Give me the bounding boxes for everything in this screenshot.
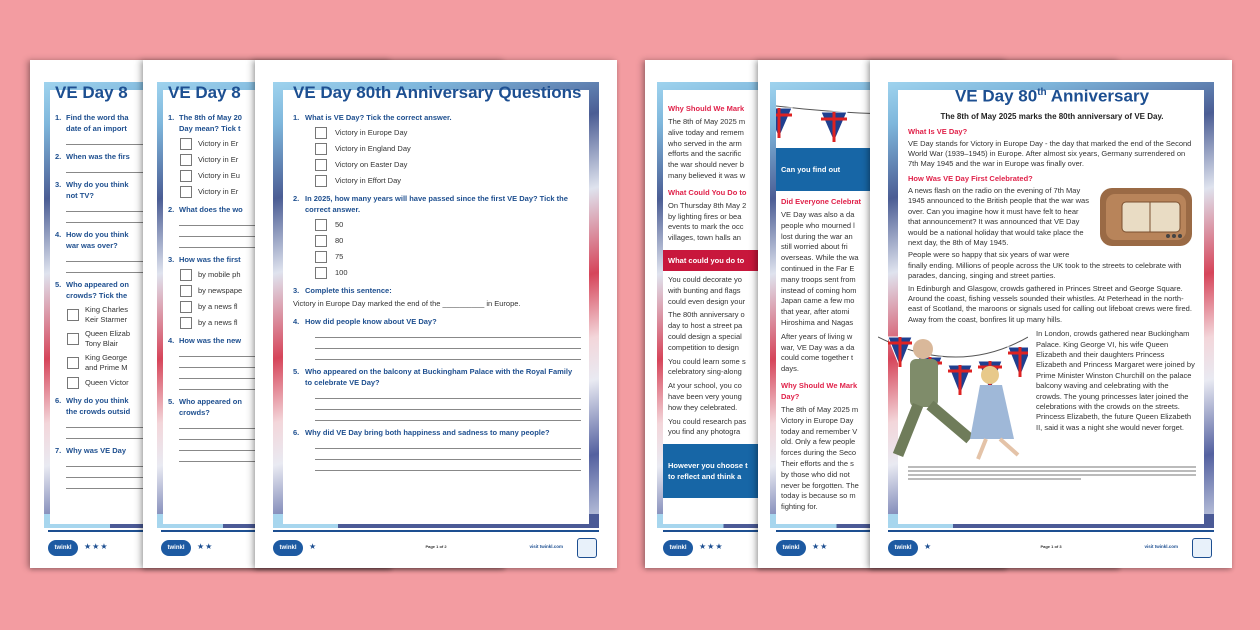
difficulty-stars: ★ — [309, 542, 318, 551]
option-label: Victory on Easter Day — [335, 160, 408, 169]
twinkl-logo[interactable]: twinkl — [888, 540, 918, 556]
paragraph: You could research pas you find any photogra — [668, 416, 747, 437]
paragraph: On Thursday 8th May 2 by lighting fires or bea events to mark the occ villages, town halls an — [668, 200, 747, 243]
option-label: Victory in Eu — [198, 171, 240, 180]
question-text: Why do you think the crowds outsid — [66, 396, 131, 416]
paragraph: After years of living w war, VE Day was a da could come together t days. — [781, 331, 855, 374]
question-number: 5. — [168, 397, 175, 406]
answer-option[interactable] — [315, 127, 581, 139]
tick-box[interactable] — [180, 138, 192, 150]
difficulty-stars: ★★★ — [699, 542, 724, 551]
banner: However you choose t to reflect and think a — [663, 444, 979, 498]
question-text: Find the word tha date of an import — [66, 113, 129, 133]
question-number: 4. — [55, 230, 62, 239]
option-label: by a news fl — [198, 318, 238, 327]
dancers-illustration — [878, 327, 1028, 462]
answer-line[interactable] — [315, 420, 581, 421]
difficulty-stars: ★★ — [812, 542, 829, 551]
paragraph: The 8th of May 2025 m Victory in Europe Day today and remember V old. Only a few people forces during the Seco Their efforts and the s by those who did not never be forgotten. The today is because so m fighting for. — [781, 404, 859, 512]
tick-box[interactable] — [315, 267, 327, 279]
section-heading: What Is VE Day? — [908, 126, 968, 136]
tick-box[interactable] — [180, 301, 192, 313]
worksheet-title: VE Day 8 — [55, 83, 128, 102]
worksheet-content — [283, 83, 589, 524]
option-label: King Charles Keir Starmer — [85, 305, 128, 324]
answer-lines[interactable] — [293, 448, 581, 471]
answer-option[interactable] — [315, 219, 581, 231]
option-label: Victory in Er — [198, 139, 239, 148]
tick-box[interactable] — [315, 127, 327, 139]
question-number: 4. — [293, 316, 300, 326]
question — [293, 316, 581, 327]
question-text: Why was VE Day — [66, 446, 127, 455]
option-label: Victory in Effort Day — [335, 176, 401, 185]
banner: What could you do to — [663, 250, 979, 271]
option-label: Victory in Er — [198, 155, 239, 164]
option-label: Queen Elizab Tony Blair — [85, 329, 131, 348]
tick-box[interactable] — [315, 235, 327, 247]
paragraph: You could learn some s celebratory sing-along — [668, 356, 746, 377]
twinkl-logo[interactable]: twinkl — [48, 540, 78, 556]
twinkl-link[interactable]: visit twinkl.com — [1144, 544, 1178, 549]
difficulty-stars: ★★ — [197, 542, 214, 551]
fine-print-line — [908, 466, 1196, 468]
answer-line[interactable] — [315, 337, 581, 338]
section-heading: Did Everyone Celebrat — [781, 197, 862, 206]
paragraph: In Edinburgh and Glasgow, crowds gathered in Princes Street and George Square. Around the coast, fishing vessels sounded their whistles. At Peterhead in the north-east of Scotland, the maroons or signals used for calling out lifeboat crews were fired. Away from the coast, bonfires lit up many hills. — [908, 283, 1192, 324]
answer-line[interactable] — [315, 398, 581, 399]
tick-box[interactable] — [67, 333, 79, 345]
tick-box[interactable] — [180, 285, 192, 297]
paragraph: Victory in Europe Day marked the end of the __________ in Europe. — [293, 299, 521, 308]
paragraph: The 8th of May 2025 m alive today and remem who served in the arm efforts and the sacrific the war should never b many believed it was w — [668, 117, 746, 180]
question-number: 1. — [168, 113, 175, 122]
answer-line[interactable] — [315, 359, 581, 360]
question-number: 1. — [293, 113, 300, 122]
section-heading: How Was VE Day First Celebrated? — [908, 173, 1033, 183]
answer-option[interactable] — [315, 235, 581, 247]
fine-print-line — [908, 474, 1196, 476]
paragraph: People were so happy that six years of war were finally ending. Millions of people across the UK took to the streets to celebrate with parades, dancing, singing and street parties. — [908, 250, 1182, 281]
question-text: How do you think war was over? — [66, 230, 129, 250]
option-label: by newspape — [198, 286, 243, 295]
question — [293, 366, 581, 388]
question-number: 2. — [55, 152, 62, 161]
option-label: Victory in Er — [198, 187, 239, 196]
tick-box[interactable] — [180, 317, 192, 329]
fine-print-line — [908, 478, 1081, 480]
question-text: How was the first — [179, 255, 241, 264]
tick-box[interactable] — [67, 357, 79, 369]
banner: Can you find out — [776, 148, 1092, 191]
paragraph: The 80th anniversary o day to host a street pa could design a special competition to design — [668, 310, 745, 352]
paragraph: VE Day stands for Victory in Europe Day - the day that marked the end of the Second World War (1939–1945) in Europe. After almost six years, Germany surrendered on 7th May 1945 and the war in Europe was finally over. — [908, 138, 1192, 169]
question-number: 7. — [55, 446, 62, 455]
page-number: Page 1 of 2 — [425, 544, 447, 549]
option-label: 80 — [335, 236, 344, 245]
option-label: 75 — [335, 252, 344, 261]
title-superscript: th — [1037, 87, 1047, 98]
question-number: 5. — [55, 280, 62, 289]
tick-box[interactable] — [315, 219, 327, 231]
question-text: When was the firs — [66, 152, 130, 161]
question-text: How was the new — [179, 336, 242, 345]
paragraph: At your school, you co have been very young how they celebrated. — [668, 381, 742, 412]
question-number: 1. — [55, 113, 62, 122]
question-text: How did people know about VE Day? — [305, 316, 437, 326]
twinkl-logo[interactable]: twinkl — [663, 540, 693, 556]
illustrated-section — [908, 327, 1196, 462]
question-number: 5. — [293, 366, 300, 376]
question-text: In 2025, how many years will have passed since the first VE Day? Tick the correct answer. — [305, 194, 568, 214]
answer-line[interactable] — [315, 470, 581, 471]
option-label: Queen Victor — [85, 378, 129, 387]
worksheet-title: VE Day 8 — [168, 83, 241, 102]
answer-option[interactable] — [315, 175, 581, 187]
twinkl-link[interactable]: visit twinkl.com — [529, 544, 563, 549]
question — [293, 285, 581, 296]
question — [293, 427, 581, 438]
worksheet-title — [908, 82, 1196, 108]
quality-badge-icon — [1192, 538, 1212, 558]
answer-line[interactable] — [315, 448, 581, 449]
section-heading: Why Should We Mark Day? — [781, 380, 858, 401]
question-number: 2. — [168, 205, 175, 214]
question-number: 3. — [55, 180, 62, 189]
question-text: What is VE Day? Tick the correct answer. — [305, 113, 452, 122]
question-text: Why do you think not TV? — [66, 180, 129, 200]
title-text: VE Day 80 — [954, 86, 1038, 106]
quality-badge-icon — [577, 538, 597, 558]
question-number: 2. — [293, 194, 300, 203]
option-label: 100 — [335, 268, 348, 277]
tick-box[interactable] — [67, 309, 79, 321]
question-text: Who appeared on the balcony at Buckingham Palace with the Royal Family to celebrate VE Day? — [305, 366, 573, 387]
paragraph: You could decorate yo with bunting and flags could even design your — [668, 274, 746, 306]
tick-box[interactable] — [315, 159, 327, 171]
twinkl-logo[interactable]: twinkl — [776, 540, 806, 556]
answer-option[interactable] — [315, 143, 581, 155]
twinkl-logo[interactable]: twinkl — [161, 540, 191, 556]
tick-box[interactable] — [180, 170, 192, 182]
title-text: Anniversary — [1046, 86, 1150, 106]
question — [293, 112, 581, 123]
answer-lines[interactable] — [293, 398, 581, 421]
question-text: Who appeared on crowds? — [179, 397, 242, 417]
page-number: Page 1 of 3 — [1040, 544, 1062, 549]
tick-box[interactable] — [315, 143, 327, 155]
question — [293, 193, 581, 215]
tick-box[interactable] — [67, 377, 79, 389]
fine-print — [908, 462, 1196, 480]
answer-lines[interactable] — [293, 337, 581, 360]
page-footer — [888, 530, 1214, 564]
difficulty-stars: ★ — [924, 542, 933, 551]
difficulty-stars: ★★★ — [84, 542, 109, 551]
option-label: 50 — [335, 220, 344, 229]
worksheet-page[interactable] — [870, 60, 1232, 568]
paragraph: A news flash on the radio on the evening of 7th May 1945 announced to the British people that the war was over. Can you imagine how it must have felt to hear that announcement? It was announced that VE Day would be a national holiday that would take place the next day, the 8th of May 1945. — [908, 185, 1089, 247]
worksheet-title: VE Day 80th Anniversary Questions — [293, 83, 582, 102]
question-text: The 8th of May 20 Day mean? Tick t — [179, 113, 242, 133]
question-text: Why did VE Day bring both happiness and sadness to many people? — [305, 427, 550, 437]
page-footer — [273, 530, 599, 564]
question-number: 6. — [293, 427, 300, 437]
paragraph: In London, crowds gathered near Buckingham Palace. King George VI, his wife Queen Elizabeth and their daughters Princess Elizabeth and Princess Margaret were joined by Prime Minister Winston Churchill on the palace balcony waving and celebrating with the crowds. The young princesses later joined the celebrations with the crowds on the streets. Princess Elizabeth, the future Queen Elizabeth II, said it was a night she would never forget. — [1036, 329, 1195, 432]
question-number: 3. — [293, 286, 300, 295]
question-text: What does the wo — [179, 205, 243, 214]
option-label: Victory in Europe Day — [335, 128, 408, 137]
question-text: Who appeared on crowds? Tick the — [66, 280, 129, 300]
answer-line[interactable] — [315, 348, 581, 349]
worksheet-subtitle: The 8th of May 2025 marks the 80th anniversary of VE Day. — [940, 111, 1164, 121]
tick-box[interactable] — [180, 154, 192, 166]
fine-print-line — [908, 470, 1196, 472]
worksheet-content — [898, 86, 1204, 524]
question-number: 3. — [168, 255, 175, 264]
question-number: 6. — [55, 396, 62, 405]
question-text: Complete this sentence: — [305, 286, 392, 295]
paragraph: VE Day was also a da people who mourned l lost during the war an still worried about fri overseas. While the wa continued in the Far E many troops sent from instead of coming hom Japan came a few mo that year, after atomi Hiroshima and Nagas — [781, 210, 859, 327]
tick-box[interactable] — [315, 175, 327, 187]
section-heading: Why Should We Mark — [668, 104, 745, 113]
answer-option[interactable] — [315, 267, 581, 279]
question-number: 4. — [168, 336, 175, 345]
twinkl-logo[interactable]: twinkl — [273, 540, 303, 556]
option-label: King George and Prime M — [85, 353, 128, 372]
radio-illustration — [1096, 184, 1196, 250]
option-label: by a news fl — [198, 302, 238, 311]
answer-line[interactable] — [315, 409, 581, 410]
section-heading: What Could You Do to — [668, 187, 747, 197]
tick-box[interactable] — [315, 251, 327, 263]
option-label: by mobile ph — [198, 270, 241, 279]
option-label: Victory in England Day — [335, 144, 411, 153]
answer-option[interactable] — [315, 159, 581, 171]
answer-line[interactable] — [315, 459, 581, 460]
tick-box[interactable] — [180, 269, 192, 281]
answer-option[interactable] — [315, 251, 581, 263]
worksheet-page[interactable] — [255, 60, 617, 568]
tick-box[interactable] — [180, 186, 192, 198]
